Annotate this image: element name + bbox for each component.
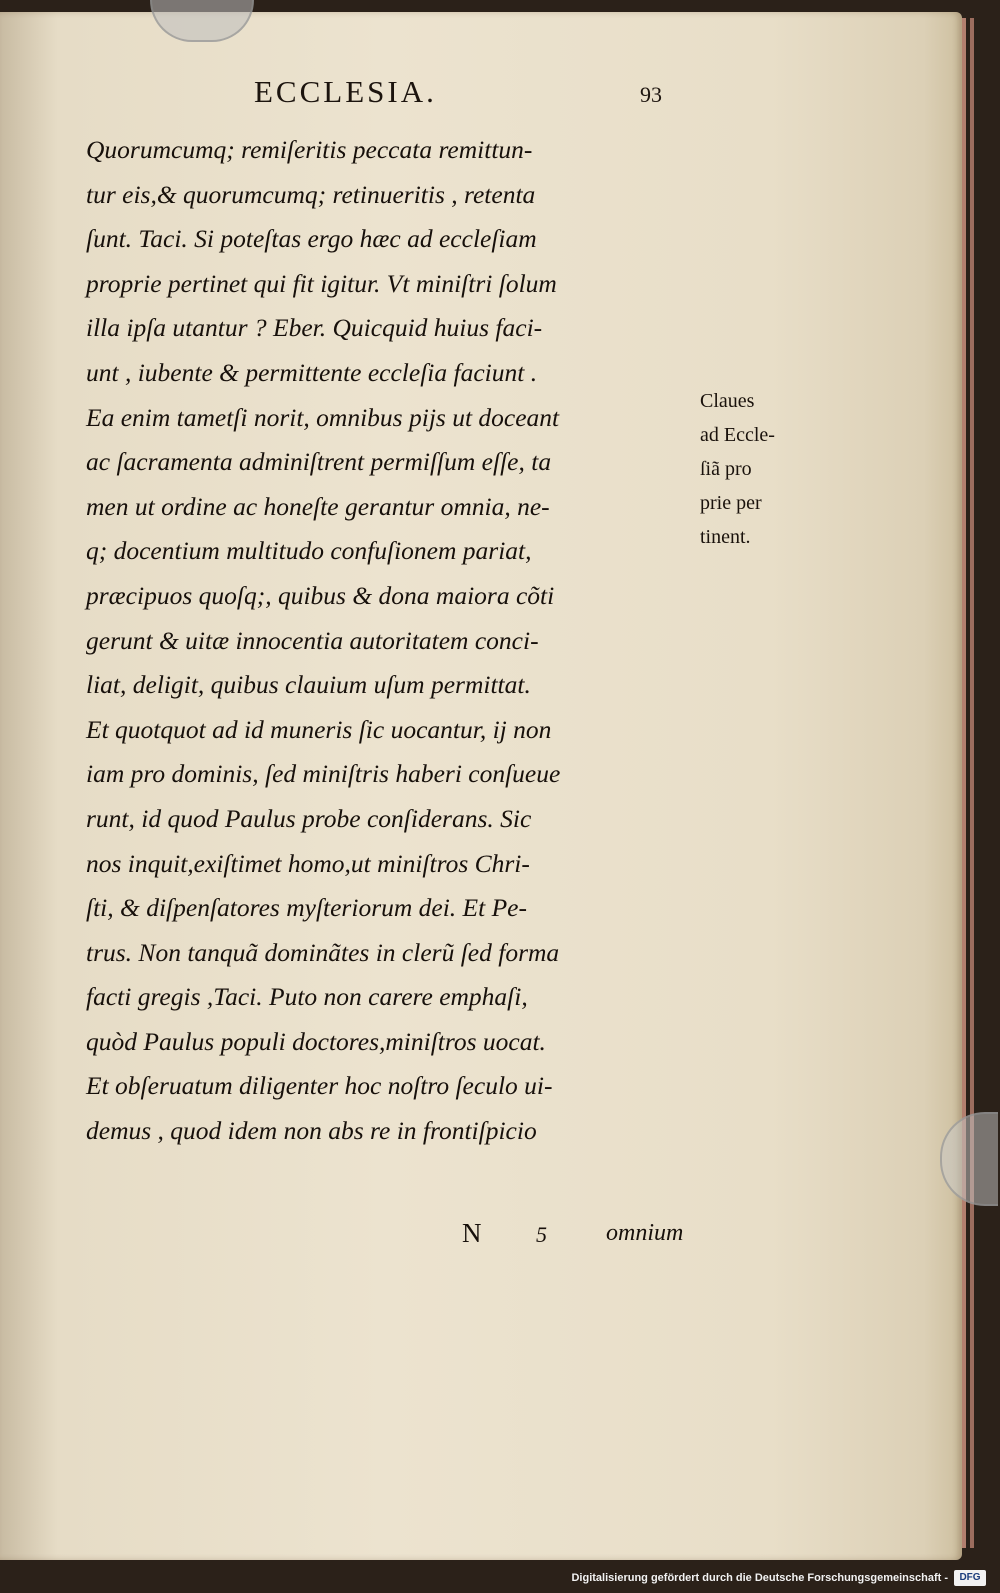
text-line: runt, id quod Paulus probe conſiderans. Sic	[86, 803, 532, 833]
text-line: quòd Paulus populi doctores,miniſtros uocat.	[86, 1026, 546, 1056]
catchline	[0, 1218, 1000, 1258]
margin-note-line: tinent.	[700, 526, 751, 548]
page-edge	[962, 18, 966, 1548]
margin-note-line: Claues	[700, 390, 755, 412]
text-line: liat, deligit, quibus clauium uſum permittat.	[86, 670, 531, 700]
margin-note-line: prie per	[700, 492, 762, 514]
text-line: trus. Non tanquã dominãtes in clerũ ſed forma	[86, 937, 560, 967]
text-line: men ut ordine ac honeſte gerantur omnia, ne-	[86, 491, 550, 521]
text-line: Et obſeruatum diligenter hoc noſtro ſeculo ui-	[86, 1071, 553, 1101]
text-line: Quorumcumq; remiſeritis peccata remittun-	[86, 135, 533, 164]
margin-note-line: ſiã pro	[700, 458, 752, 480]
text-line: nos inquit,exiſtimet homo,ut miniſtros Chri-	[86, 848, 530, 878]
footer-credit: Digitalisierung gefördert durch die Deutsche Forschungsgemeinschaft -	[571, 1572, 948, 1584]
catchword: omnium	[606, 1220, 684, 1246]
text-line: ac ſacramenta adminiſtrent permiſſum eſſe, ta	[86, 447, 552, 477]
text-line: demus , quod idem non abs re in frontiſpicio	[86, 1116, 537, 1146]
text-line: gerunt & uitæ innocentia autoritatem conci-	[86, 625, 539, 655]
text-line: ſti, & diſpenſatores myſteriorum dei. Et Pe-	[86, 893, 527, 923]
page-header	[0, 74, 1000, 118]
text-line: ſunt. Taci. Si poteſtas ergo hæc ad eccleſiam	[86, 224, 537, 254]
text-line: proprie pertinet qui fit igitur. Vt miniſtri ſolum	[86, 268, 557, 298]
text-line: unt , iubente & permittente eccleſia faciunt .	[86, 357, 538, 387]
signature-number: 5	[536, 1222, 547, 1247]
text-line: q; docentium multitudo confuſionem pariat,	[86, 536, 532, 566]
margin-note	[700, 384, 810, 554]
text-line: iam pro dominis, ſed miniſtris haberi conſueue	[86, 759, 561, 789]
footer-bar	[0, 1566, 1000, 1593]
text-line: illa ipſa utantur ? Eber. Quicquid huius faci-	[86, 313, 543, 343]
text-line: facti gregis ,Taci. Puto non carere emphaſi,	[86, 982, 528, 1012]
text-line: tur eis,& quorumcumq; retinueritis , retenta	[86, 179, 536, 209]
page-edge	[970, 18, 974, 1548]
body-text	[86, 128, 698, 1154]
text-line: Ea enim tametſi norit, omnibus pijs ut doceant	[86, 402, 560, 432]
page-number: 93	[640, 82, 662, 107]
text-line: præcipuos quoſq;, quibus & dona maiora cõti	[86, 580, 555, 610]
running-head: ECCLESIA.	[254, 74, 437, 109]
signature-mark: N	[462, 1218, 482, 1248]
margin-note-line: ad Eccle-	[700, 424, 775, 446]
text-line: Et quotquot ad id muneris ſic uocantur, ij non	[86, 714, 552, 744]
dfg-logo: DFG	[954, 1570, 986, 1586]
